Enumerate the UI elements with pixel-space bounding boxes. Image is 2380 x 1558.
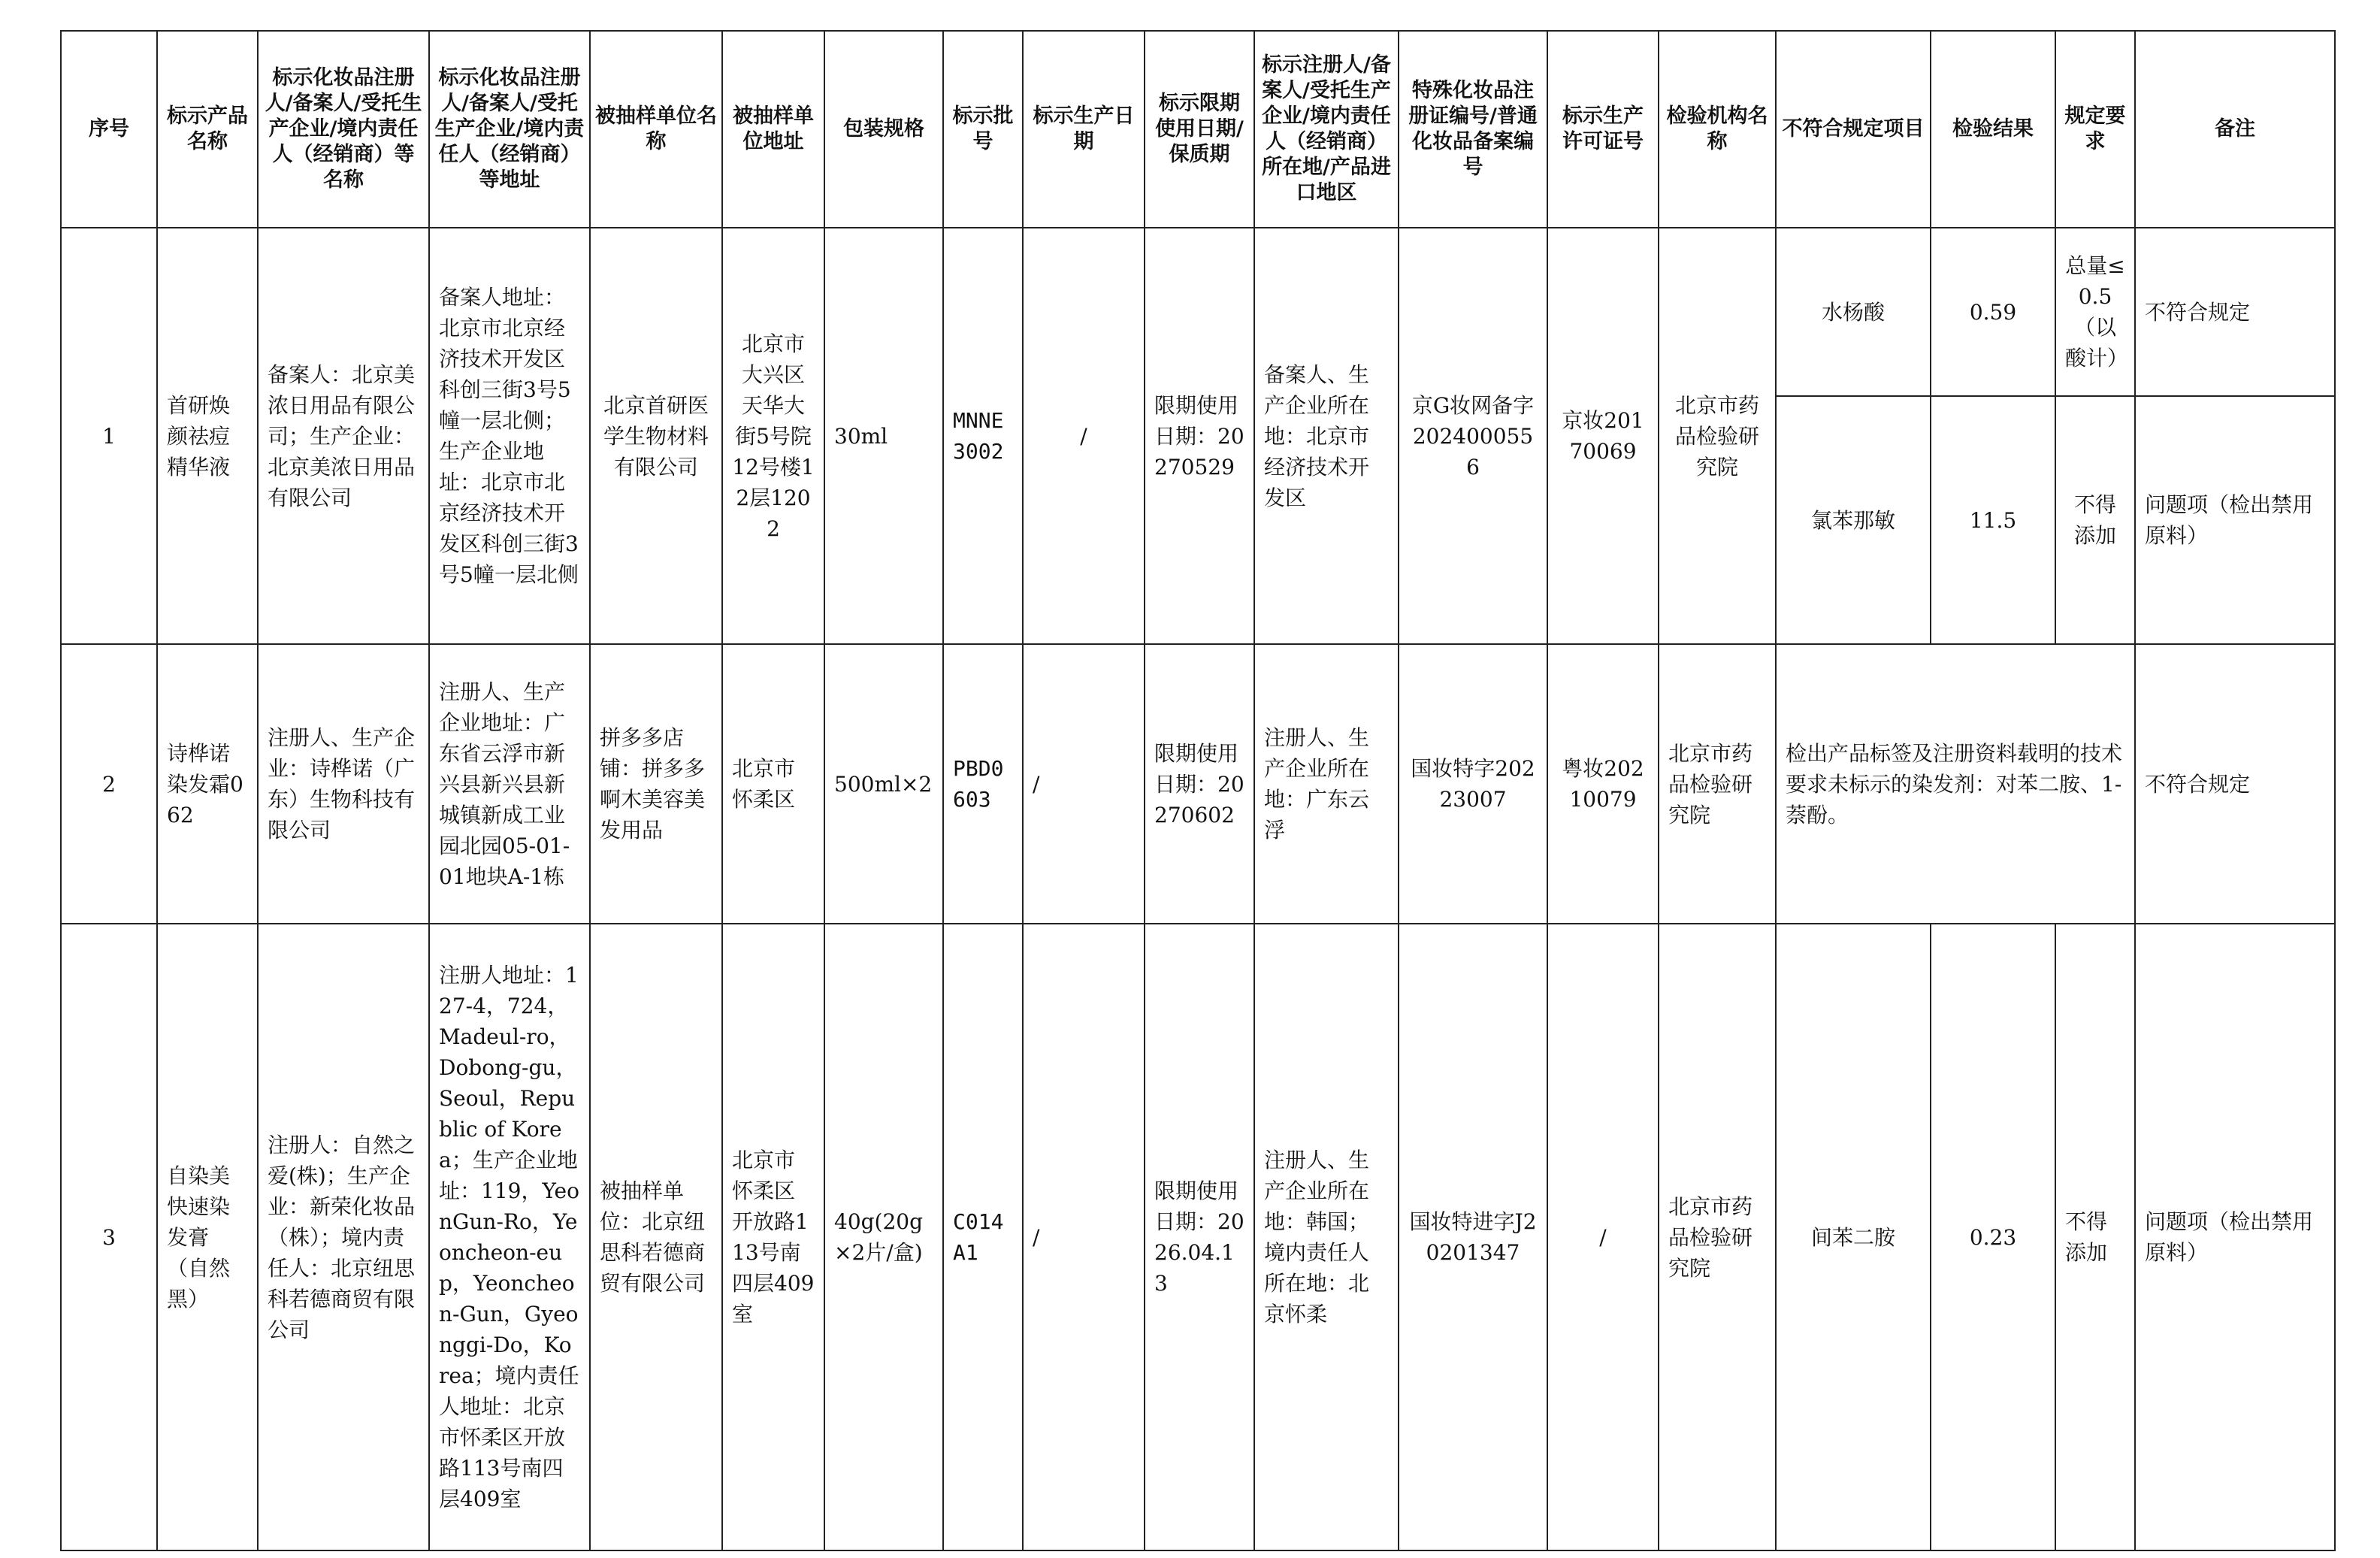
- table-row: [61, 644, 2335, 924]
- expiry-date: 限期使用日期：2026.04.13: [1145, 924, 1254, 1550]
- inspection-lab: 北京市药品检验研究院: [1659, 228, 1776, 644]
- registrant-address: 注册人、生产企业地址：广东省云浮市新兴县新兴县新城镇新成工业园北园05-01-01地块A-1栋: [429, 644, 590, 924]
- product-name: 诗桦诺染发霜062: [157, 644, 258, 924]
- header-row: [61, 31, 2335, 228]
- registrant-name: 备案人：北京美浓日用品有限公司；生产企业：北京美浓日用品有限公司: [258, 228, 429, 644]
- package-spec: 500ml×2: [824, 644, 943, 924]
- header-cell: 标示限期使用日期/保质期: [1145, 31, 1254, 228]
- expiry-date: 限期使用日期：20270529: [1145, 228, 1254, 644]
- requirement: 总量≤0.5（以酸计）: [2055, 228, 2135, 396]
- product-name: 自染美快速染发膏（自然黑）: [157, 924, 258, 1550]
- batch-number: C014A1: [943, 924, 1023, 1550]
- location: 注册人、生产企业所在地：韩国；境内责任人所在地：北京怀柔: [1254, 924, 1399, 1550]
- requirement: 不得添加: [2055, 396, 2135, 644]
- location: 备案人、生产企业所在地：北京市经济技术开发区: [1254, 228, 1399, 644]
- registrant-name: 注册人：自然之爱(株)；生产企业：新荣化妆品（株）；境内责任人：北京纽思科若德商贸有限公司: [258, 924, 429, 1550]
- batch-number: MNNE3002: [943, 228, 1023, 644]
- header-cell: 包装规格: [824, 31, 943, 228]
- row-number: 1: [61, 228, 157, 644]
- package-spec: 30ml: [824, 228, 943, 644]
- test-result: 0.23: [1931, 924, 2055, 1550]
- registrant-name: 注册人、生产企业：诗桦诺（广东）生物科技有限公司: [258, 644, 429, 924]
- remark: 问题项（检出禁用原料）: [2135, 924, 2335, 1550]
- remark: 不符合规定: [2135, 228, 2335, 396]
- test-result: 0.59: [1931, 228, 2055, 396]
- row-number: 2: [61, 644, 157, 924]
- row-number: 3: [61, 924, 157, 1550]
- sampled-unit-address: 北京市大兴区天华大街5号院12号楼12层1202: [722, 228, 824, 644]
- test-result: 11.5: [1931, 396, 2055, 644]
- product-name: 首研焕颜祛痘精华液: [157, 228, 258, 644]
- remark: 不符合规定: [2135, 644, 2335, 924]
- production-license: 粤妆20210079: [1547, 644, 1659, 924]
- production-date: /: [1023, 924, 1145, 1550]
- inspection-lab: 北京市药品检验研究院: [1659, 644, 1776, 924]
- header-cell: 特殊化妆品注册证编号/普通化妆品备案编号: [1399, 31, 1547, 228]
- sampled-unit-name: 被抽样单位：北京纽思科若德商贸有限公司: [590, 924, 722, 1550]
- header-cell: 被抽样单位地址: [722, 31, 824, 228]
- header-cell: 标示产品名称: [157, 31, 258, 228]
- inspection-lab: 北京市药品检验研究院: [1659, 924, 1776, 1550]
- package-spec: 40g(20g×2片/盒): [824, 924, 943, 1550]
- table-row: [61, 228, 2335, 396]
- header-cell: 备注: [2135, 31, 2335, 228]
- header-cell: 被抽样单位名称: [590, 31, 722, 228]
- finding-description: 检出产品标签及注册资料载明的技术要求未标示的染发剂：对苯二胺、1-萘酚。: [1776, 644, 2135, 924]
- table-row: [61, 924, 2335, 1550]
- batch-number: PBD0603: [943, 644, 1023, 924]
- remark: 问题项（检出禁用原料）: [2135, 396, 2335, 644]
- production-license: /: [1547, 924, 1659, 1550]
- sampled-unit-address: 北京市怀柔区开放路113号南四层409室: [722, 924, 824, 1550]
- header-cell: 标示化妆品注册人/备案人/受托生产企业/境内责任人（经销商）等地址: [429, 31, 590, 228]
- location: 注册人、生产企业所在地：广东云浮: [1254, 644, 1399, 924]
- sampled-unit-name: 北京首研医学生物材料有限公司: [590, 228, 722, 644]
- sampled-unit-name: 拼多多店铺：拼多多啊木美容美发用品: [590, 644, 722, 924]
- certificate-number: 京G妆网备字2024000556: [1399, 228, 1547, 644]
- failing-item: 水杨酸: [1776, 228, 1931, 396]
- certificate-number: 国妆特字20223007: [1399, 644, 1547, 924]
- failing-item: 氯苯那敏: [1776, 396, 1931, 644]
- production-license: 京妆20170069: [1547, 228, 1659, 644]
- production-date: /: [1023, 644, 1145, 924]
- header-cell: 序号: [61, 31, 157, 228]
- sampled-unit-address: 北京市怀柔区: [722, 644, 824, 924]
- header-cell: 标示化妆品注册人/备案人/受托生产企业/境内责任人（经销商）等名称: [258, 31, 429, 228]
- header-cell: 不符合规定项目: [1776, 31, 1931, 228]
- header-cell: 标示注册人/备案人/受托生产企业/境内责任人（经销商）所在地/产品进口地区: [1254, 31, 1399, 228]
- header-cell: 规定要求: [2055, 31, 2135, 228]
- registrant-address: 备案人地址：北京市北京经济技术开发区科创三街3号5幢一层北侧；生产企业地址：北京市北京经济技术开发区科创三街3号5幢一层北侧: [429, 228, 590, 644]
- header-cell: 标示生产许可证号: [1547, 31, 1659, 228]
- header-cell: 检验结果: [1931, 31, 2055, 228]
- certificate-number: 国妆特进字J20201347: [1399, 924, 1547, 1550]
- header-cell: 标示批号: [943, 31, 1023, 228]
- expiry-date: 限期使用日期：20270602: [1145, 644, 1254, 924]
- registrant-address: 注册人地址：127-4，724，Madeul-ro，Dobong-gu，Seoul，Republic of Korea；生产企业地址：119，YeonGun-Ro，Yeoncheon-eup，Yeoncheon-Gun，Gyeonggi-Do，Korea；境内责任人地址：北京市怀柔区开放路113号南四层409室: [429, 924, 590, 1550]
- inspection-results-table: [60, 30, 2336, 1551]
- requirement: 不得添加: [2055, 924, 2135, 1550]
- production-date: /: [1023, 228, 1145, 644]
- header-cell: 检验机构名称: [1659, 31, 1776, 228]
- header-cell: 标示生产日期: [1023, 31, 1145, 228]
- failing-item: 间苯二胺: [1776, 924, 1931, 1550]
